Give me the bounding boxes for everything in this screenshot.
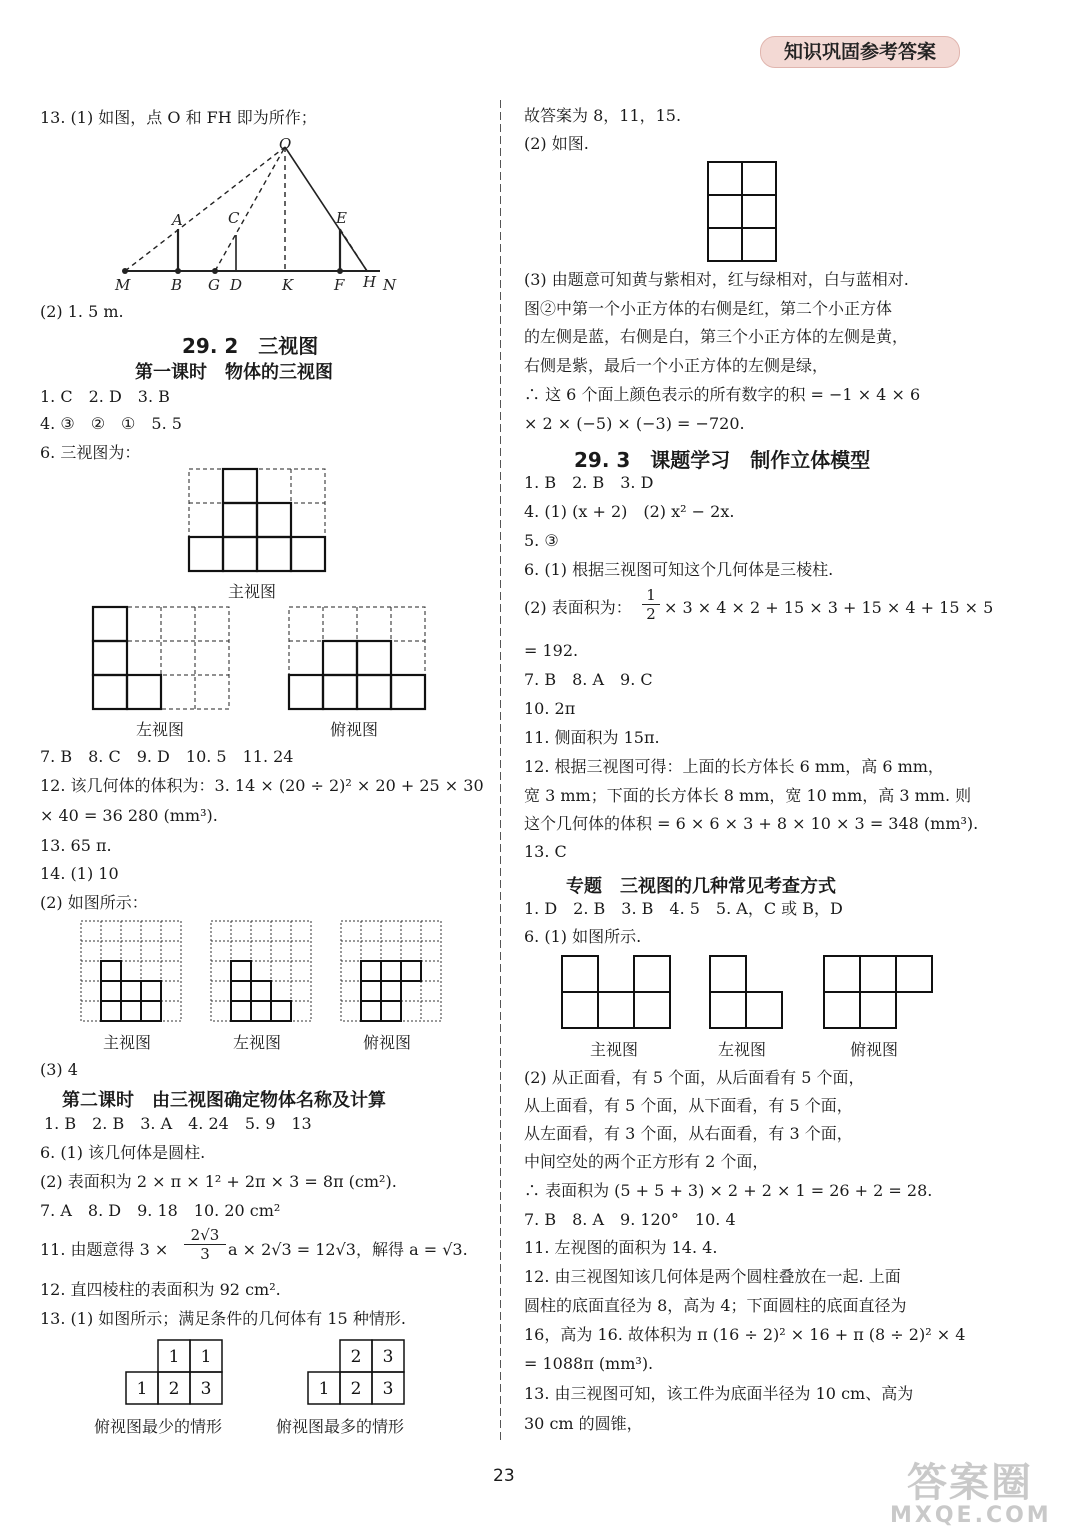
label-F: F xyxy=(334,276,345,294)
section-29-3-title: 29. 3 课题学习 制作立体模型 xyxy=(574,448,871,472)
sec293-answer-13: 13. C xyxy=(524,842,567,861)
lesson2-answer-6-2: (2) 表面积为 2 × π × 1² + 2π × 3 = 8π (cm²). xyxy=(40,1172,397,1191)
lesson2-answers-1-5: 1. B 2. B 3. A 4. 24 5. 9 13 xyxy=(44,1114,312,1133)
cell-max-bottom-1: 1 xyxy=(318,1379,330,1399)
caption-min-case: 俯视图最少的情形 xyxy=(94,1417,223,1436)
right-q3-line6: × 2 × (−5) × (−3) = −720. xyxy=(524,414,745,433)
answers-4-5: 4. ③ ② ① 5. 5 xyxy=(40,414,182,433)
topic-front-view xyxy=(560,954,672,1030)
cell-max-bottom-3: 3 xyxy=(382,1379,394,1399)
top-view-grid xyxy=(288,606,428,712)
q14-top-view-grid xyxy=(340,920,444,1024)
sec293-answer-6-2-pre: (2) 表面积为： xyxy=(524,598,632,617)
label-H: H xyxy=(363,273,377,291)
lesson2-answers-7-10: 7. A 8. D 9. 18 10. 20 cm² xyxy=(40,1201,281,1220)
caption-q14-top: 俯视图 xyxy=(363,1033,412,1052)
cell-min-top-2: 1 xyxy=(200,1347,212,1367)
cell-max-top-2: 3 xyxy=(382,1347,394,1367)
lesson-1-title: 第一课时 物体的三视图 xyxy=(135,362,333,383)
label-G: G xyxy=(208,276,220,294)
page-number: 23 xyxy=(493,1466,515,1486)
lesson2-answer-12: 12. 直四棱柱的表面积为 92 cm². xyxy=(40,1280,281,1299)
answer-12-line2: × 40 = 36 280 (mm³). xyxy=(40,806,218,825)
left-view-grid xyxy=(92,606,232,712)
lesson-2-title: 第二课时 由三视图确定物体名称及计算 xyxy=(62,1090,386,1111)
half-numerator: 1 xyxy=(642,586,660,605)
label-K: K xyxy=(282,276,294,294)
topic-answer-6-2-line5: ∴ 表面积为 (5 + 5 + 3) × 2 + 2 × 1 = 26 + 2 = 28. xyxy=(524,1181,933,1200)
grid-max-case xyxy=(304,1338,408,1410)
fraction-denominator: 3 xyxy=(200,1245,210,1263)
right-answer-text: 故答案为 8，11，15. xyxy=(524,106,682,125)
label-M: M xyxy=(115,276,131,294)
answer-12-line1: 12. 该几何体的体积为：3. 14 × (20 ÷ 2)² × 20 + 25 × 30 xyxy=(40,776,484,795)
q14-left-view-grid xyxy=(210,920,314,1024)
right-q3-line3: 的左侧是蓝，右侧是白，第三个小正方体的左侧是黄， xyxy=(524,327,909,346)
sec293-answer-6-3: = 192. xyxy=(524,641,579,660)
right-q3-line5: ∴ 这 6 个面上颜色表示的所有数字的积 = −1 × 4 × 6 xyxy=(524,385,921,404)
topic-answer-6-1: 6. (1) 如图所示. xyxy=(524,927,642,946)
caption-q14-left: 左视图 xyxy=(233,1033,282,1052)
sec293-answer-12-line1: 12. 根据三视图可得：上面的长方体长 6 mm，高 6 mm， xyxy=(524,757,944,776)
topic-answer-13-line2: 30 cm 的圆锥， xyxy=(524,1414,643,1433)
sec293-answers-7-9: 7. B 8. A 9. C xyxy=(524,670,653,689)
label-D: D xyxy=(230,276,243,294)
right-q3-line4: 右侧是紫，最后一个小正方体的左侧是绿， xyxy=(524,356,829,375)
lesson2-answer-11-post: a × 2√3 = 12√3，解得 a = √3. xyxy=(228,1240,468,1259)
caption-topic-front: 主视图 xyxy=(590,1040,639,1059)
topic-left-view xyxy=(708,954,784,1030)
q14-front-view-grid xyxy=(80,920,184,1024)
topic-answer-12-line4: = 1088π (mm³). xyxy=(524,1354,654,1373)
q13-1-text: 13. (1) 如图，点 O 和 FH 即为所作； xyxy=(40,108,317,127)
answer-14-2: (2) 如图所示： xyxy=(40,893,148,912)
topic-answers-1-5: 1. D 2. B 3. B 4. 5 5. A，C 或 B，D xyxy=(524,899,843,918)
sec293-answer-4: 4. (1) (x + 2) (2) x² − 2x. xyxy=(524,502,735,521)
answers-7-11: 7. B 8. C 9. D 10. 5 11. 24 xyxy=(40,747,294,766)
right-q2-text: (2) 如图. xyxy=(524,134,589,153)
topic-answer-13-line1: 13. 由三视图可知，该工件为底面半径为 10 cm、高为 xyxy=(524,1384,914,1403)
caption-top-view: 俯视图 xyxy=(330,720,379,739)
sec293-answer-5: 5. ③ xyxy=(524,531,559,550)
label-B: B xyxy=(171,276,183,294)
label-A: A xyxy=(172,211,183,229)
column-divider xyxy=(500,100,501,1440)
fraction-2root3-over-3 xyxy=(184,1226,226,1263)
sec293-answers-1-3: 1. B 2. B 3. D xyxy=(524,473,654,492)
watermark-logo xyxy=(890,1462,1050,1532)
cell-max-bottom-2: 2 xyxy=(350,1379,362,1399)
answers-1-3: 1. C 2. D 3. B xyxy=(40,387,170,406)
answer-14-1: 14. (1) 10 xyxy=(40,864,119,883)
q13-2-text: (2) 1. 5 m. xyxy=(40,302,124,321)
right-q3-line1: (3) 由题意可知黄与紫相对，红与绿相对，白与蓝相对. xyxy=(524,270,909,289)
topic-answer-6-2-line3: 从左面看，有 3 个面，从右面看，有 3 个面， xyxy=(524,1124,853,1143)
front-view-grid xyxy=(188,468,328,574)
answer-13: 13. 65 π. xyxy=(40,836,112,855)
sec293-answer-6-1: 6. (1) 根据三视图可知这个几何体是三棱柱. xyxy=(524,560,834,579)
grid-min-case xyxy=(122,1338,226,1410)
watermark-line1: 答案圈 xyxy=(907,1460,1033,1506)
topic-answer-12-line3: 16，高为 16. 故体积为 π (16 ÷ 2)² × 16 + π (8 ÷ 2)² × 4 xyxy=(524,1325,966,1344)
label-N: N xyxy=(383,276,397,294)
shadow-geometry-figure xyxy=(100,132,420,302)
answer-6-intro: 6. 三视图为： xyxy=(40,443,141,462)
label-E: E xyxy=(336,209,347,227)
topic-answers-7-10: 7. B 8. A 9. 120° 10. 4 xyxy=(524,1210,736,1229)
label-C: C xyxy=(228,209,240,227)
section-badge: 知识巩固参考答案 xyxy=(760,36,960,68)
cell-max-top-1: 2 xyxy=(350,1347,362,1367)
lesson2-answer-6-1: 6. (1) 该几何体是圆柱. xyxy=(40,1143,206,1162)
fraction-numerator: 2√3 xyxy=(184,1226,226,1245)
answer-14-3: (3) 4 xyxy=(40,1060,78,1079)
topic-answer-12-line2: 圆柱的底面直径为 8，高为 4；下面圆柱的底面直径为 xyxy=(524,1296,907,1315)
topic-answer-6-2-line4: 中间空处的两个正方形有 2 个面， xyxy=(524,1152,769,1171)
watermark-line2: MXQE.COM xyxy=(890,1503,1052,1528)
sec293-answer-10: 10. 2π xyxy=(524,699,576,718)
topic-answer-12-line1: 12. 由三视图知该几何体是两个圆柱叠放在一起. 上面 xyxy=(524,1267,901,1286)
topic-answer-11: 11. 左视图的面积为 14. 4. xyxy=(524,1238,718,1257)
cell-min-top-1: 1 xyxy=(168,1347,180,1367)
cube-net-figure xyxy=(706,160,778,264)
topic-answer-6-2-line1: (2) 从正面看，有 5 个面，从后面看有 5 个面， xyxy=(524,1068,865,1087)
caption-max-case: 俯视图最多的情形 xyxy=(276,1417,405,1436)
cell-min-bottom-1: 1 xyxy=(136,1379,148,1399)
sec293-answer-12-line2: 宽 3 mm；下面的长方体长 8 mm，宽 10 mm，高 3 mm. 则 xyxy=(524,786,972,805)
sec293-answer-11: 11. 侧面积为 15π. xyxy=(524,728,660,747)
sec293-answer-6-2-post: × 3 × 4 × 2 + 15 × 3 + 15 × 4 + 15 × 5 xyxy=(664,598,994,617)
caption-q14-front: 主视图 xyxy=(103,1033,152,1052)
caption-topic-top: 俯视图 xyxy=(850,1040,899,1059)
cell-min-bottom-2: 2 xyxy=(168,1379,180,1399)
fraction-one-half xyxy=(642,586,660,623)
section-29-2-title: 29. 2 三视图 xyxy=(182,334,319,358)
topic-top-view xyxy=(822,954,934,1030)
cell-min-bottom-3: 3 xyxy=(200,1379,212,1399)
label-O: O xyxy=(279,135,292,153)
right-q3-line2: 图②中第一个小正方体的右侧是红，第二个小正方体 xyxy=(524,299,893,318)
lesson2-answer-11-pre: 11. 由题意得 3 × xyxy=(40,1240,169,1259)
topic-answer-6-2-line2: 从上面看，有 5 个面，从下面看，有 5 个面， xyxy=(524,1096,853,1115)
lesson2-answer-13: 13. (1) 如图所示；满足条件的几何体有 15 种情形. xyxy=(40,1309,406,1328)
half-denominator: 2 xyxy=(646,605,656,623)
caption-topic-left: 左视图 xyxy=(718,1040,767,1059)
sec293-answer-12-line3: 这个几何体的体积 = 6 × 6 × 3 + 8 × 10 × 3 = 348 (mm³). xyxy=(524,814,979,833)
caption-left-view: 左视图 xyxy=(136,720,185,739)
caption-front-view: 主视图 xyxy=(228,582,277,601)
topic-title: 专题 三视图的几种常见考查方式 xyxy=(566,876,836,897)
